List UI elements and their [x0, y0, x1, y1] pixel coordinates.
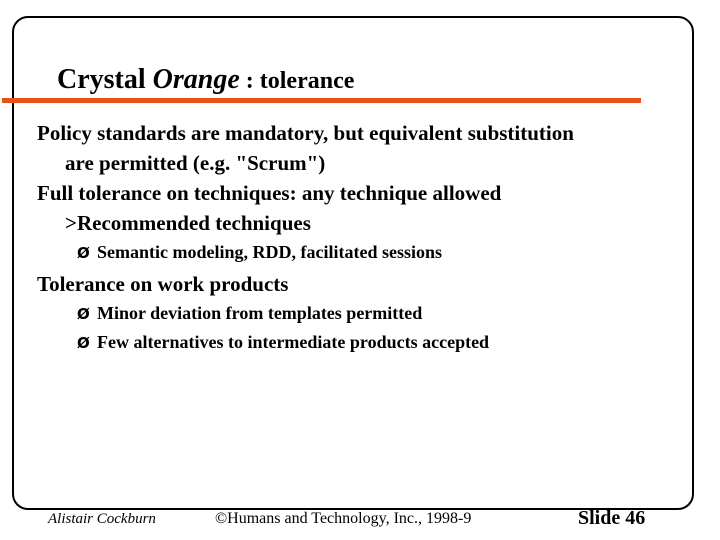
slide-title: [57, 62, 354, 99]
bullet-3-line-1: Tolerance on work products: [37, 272, 289, 296]
bullet-2-line-2: >Recommended techniques: [65, 211, 311, 235]
title-underline: [2, 98, 641, 103]
bullet-list: [37, 118, 700, 357]
sub-bullet-2-text: Minor deviation from templates permitted: [97, 303, 423, 323]
footer-copyright: ©Humans and Technology, Inc., 1998-9: [215, 510, 472, 527]
title-text-2: : tolerance: [239, 68, 355, 94]
arrow-bullet-icon: Ø: [77, 244, 90, 262]
sub-bullet-3: [37, 329, 700, 357]
bullet-1-line-2: are permitted (e.g. "Scrum"): [65, 151, 326, 175]
sub-bullet-3-text: Few alternatives to intermediate products accepted: [97, 332, 490, 352]
sub-bullet-1-text: Semantic modeling, RDD, facilitated sessions: [97, 242, 442, 262]
sub-bullet-2: [37, 300, 700, 328]
arrow-bullet-icon: Ø: [77, 334, 90, 352]
title-text-italic: Orange: [152, 64, 240, 95]
arrow-bullet-icon: Ø: [77, 305, 90, 323]
title-text-1: Crystal: [57, 64, 153, 95]
footer-author: Alistair Cockburn: [48, 511, 156, 527]
bullet-1-line-1: Policy standards are mandatory, but equivalent substitution: [37, 121, 574, 145]
slide-number: Slide 46: [578, 507, 646, 529]
bullet-2-line-1: Full tolerance on techniques: any technique allowed: [37, 181, 502, 205]
sub-bullet-1: [37, 239, 700, 267]
